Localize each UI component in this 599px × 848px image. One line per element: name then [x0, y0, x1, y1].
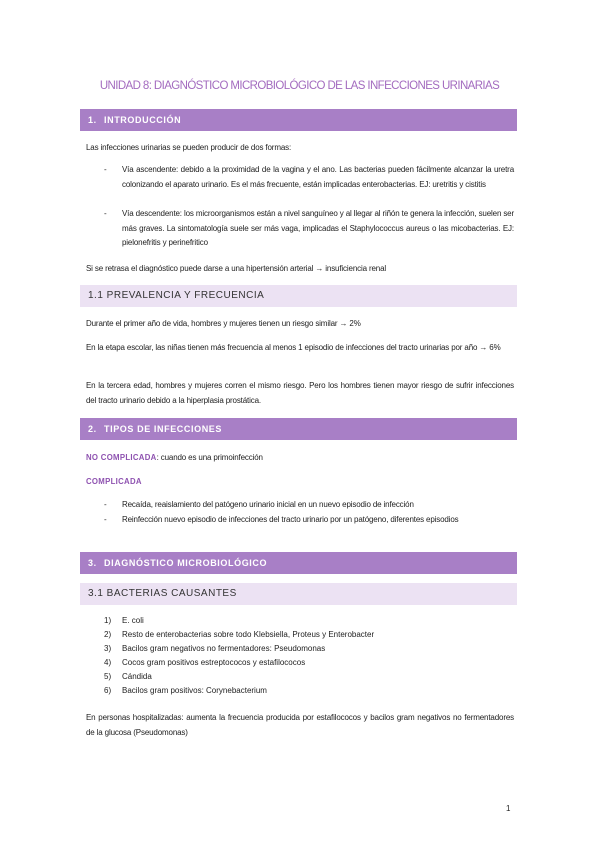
bacterias-note: En personas hospitalizadas: aumenta la frecuencia producida por estafilococos y bacilos gram negativos no fermentadores de la glucosa (Pseudomonas)	[86, 713, 514, 737]
list-text: Resto de enterobacterias sobre todo Klebsiella, Proteus y Enterobacter	[122, 630, 375, 639]
list-text: E. coli	[122, 616, 144, 625]
section-number: 1.	[88, 115, 97, 125]
list-marker: 5)	[104, 672, 112, 681]
list-marker: 6)	[104, 686, 112, 695]
list-marker: 2)	[104, 630, 112, 639]
list-text: Bacilos gram positivos: Corynebacterium	[122, 686, 267, 695]
list-marker: -	[104, 515, 107, 524]
list-marker: 1)	[104, 616, 112, 625]
page-number: 1	[506, 804, 511, 813]
prevalence-paragraph-2: En la etapa escolar, las niñas tienen más frecuencia al menos 1 episodio de infecciones del tracto urinarias por año → 6%	[86, 343, 501, 352]
section-title: INTRODUCCIÓN	[104, 115, 182, 125]
subsection-header-bacterias: 3.1 BACTERIAS CAUSANTES	[80, 583, 517, 605]
list-text: Reinfección nuevo episodio de infecciones del tracto urinario por un patógeno, diferentes episodios	[122, 515, 459, 524]
no-complicada-text: : cuando es una primoinfección	[156, 453, 263, 462]
section-header-diagnostico	[80, 552, 517, 574]
list-marker: -	[104, 209, 107, 218]
subsection-header-prevalencia: 1.1 PREVALENCIA Y FRECUENCIA	[80, 285, 517, 307]
list-marker: 4)	[104, 658, 112, 667]
section-number: 3.	[88, 558, 97, 568]
list-text: Bacilos gram negativos no fermentadores: Pseudomonas	[122, 644, 326, 653]
intro-note: Si se retrasa el diagnóstico puede darse a una hipertensión arterial → insuficiencia renal	[86, 264, 387, 273]
section-number: 2.	[88, 424, 97, 434]
list-marker: -	[104, 165, 107, 174]
document-title: UNIDAD 8: DIAGNÓSTICO MICROBIOLÓGICO DE LAS INFECCIONES URINARIAS	[99, 80, 500, 92]
section-header-tipos	[80, 418, 517, 440]
intro-lead: Las infecciones urinarias se pueden producir de dos formas:	[86, 143, 292, 152]
complicada-label-line	[86, 474, 514, 489]
section-header-introduccion	[80, 109, 517, 131]
list-marker: 3)	[104, 644, 112, 653]
prevalence-paragraph-1: Durante el primer año de vida, hombres y mujeres tienen un riesgo similar → 2%	[86, 319, 361, 328]
list-text: Vía descendente: los microorganismos están a nivel sanguíneo y al llegar al riñón te genera la infección, suelen ser más graves. La sintomatología suele ser más vaga, implicadas el Staphylococcus aureus o las micobacterias. EJ: pielonefritis y perinefritico	[122, 209, 514, 247]
no-complicada-label: NO COMPLICADA	[86, 453, 157, 462]
section-title: DIAGNÓSTICO MICROBIOLÓGICO	[104, 558, 268, 568]
complicada-label: COMPLICADA	[86, 477, 142, 486]
prevalence-paragraph-3: En la tercera edad, hombres y mujeres corren el mismo riesgo. Pero los hombres tienen mayor riesgo de sufrir infecciones del tracto urinario debido a la hiperplasia prostática.	[86, 381, 514, 405]
list-text: Cándida	[122, 672, 152, 681]
section-title: TIPOS DE INFECCIONES	[104, 424, 223, 434]
list-text: Recaída, reaislamiento del patógeno urinario inicial en un nuevo episodio de infección	[122, 500, 414, 509]
list-marker: -	[104, 500, 107, 509]
list-text: Cocos gram positivos estreptococos y estafilococos	[122, 658, 306, 667]
no-complicada-line	[86, 450, 514, 465]
list-text: Vía ascendente: debido a la proximidad de la vagina y el ano. Las bacterias pueden fácilmente alcanzar la uretra colonizando el aparato urinario. Es el más frecuente, están implicadas enterobacterias. EJ: uretritis y cistitis	[122, 165, 514, 189]
